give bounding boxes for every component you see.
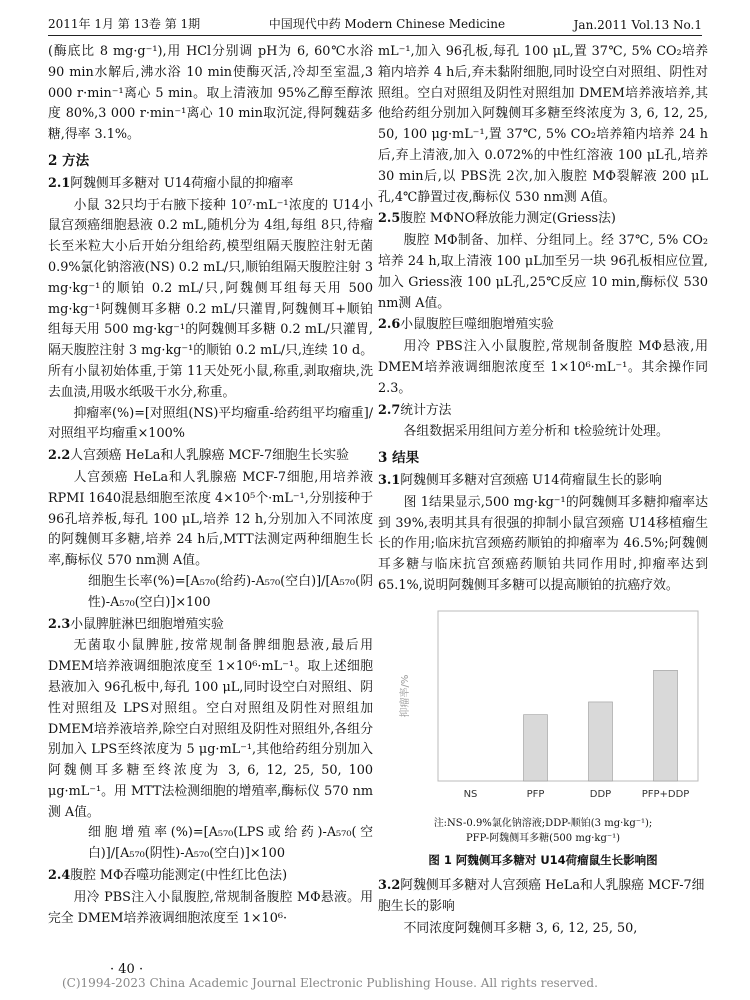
paragraph-2-7: 各组数据采用组间方差分析和 t检验统计处理。 <box>403 424 669 440</box>
subsection-3-2 <box>378 876 708 918</box>
left-column <box>48 42 373 929</box>
x-tick-label: PFP <box>526 788 545 800</box>
subsection-title: 阿魏侧耳多糖对宫颈癌 U14荷瘤鼠生长的影响 <box>400 472 662 488</box>
subsection-title: 小鼠腹腔巨噬细胞增殖实验 <box>400 317 554 333</box>
subsection-label: 3.2 <box>378 878 401 894</box>
paragraph-3-1: 图 1结果显示,500 mg·kg⁻¹的阿魏侧耳多糖抑瘤率达到 39%,表明其具有很强的抑制小鼠宫颈癌 U14移植瘤生长的作用;临床抗宫颈癌药顺铂的抑瘤率为 46.5%;阿魏侧耳多糖与临床抗宫颈癌药顺铂共同作用时,抑瘤率达到 65.1%,说明阿魏侧耳多糖可以提高顺铂的抗癌疗效。 <box>378 494 708 593</box>
subsection-2-6 <box>378 315 708 336</box>
figure-caption: 图 1 阿魏侧耳多糖对 U14荷瘤鼠生长影响图 <box>428 852 658 867</box>
bar-chart <box>378 603 708 808</box>
subsection-title: 人宫颈癌 HeLa和人乳腺癌 MCF-7细胞生长实验 <box>70 448 349 464</box>
paragraph-2-4: 用冷 PBS注入小鼠腹腔,常规制备腹腔 MΦ悬液。用完全 DMEM培养液调细胞浓度至 1×10⁶· <box>48 889 373 926</box>
right-column <box>378 42 708 940</box>
copyright-notice: (C)1994-2023 China Academic Journal Electronic Publishing House. All rights reserved. <box>62 976 598 990</box>
formula-growth-rate: 细胞生长率(%)=[A₅₇₀(给药)-A₅₇₀(空白)]/[A₅₇₀(阴性)-A₅₇₀(空白)]×100 <box>88 573 373 610</box>
subsection-3-1 <box>378 471 708 492</box>
header-journal: 中国现代中药 Modern Chinese Medicine <box>268 17 506 31</box>
subsection-label: 2.1 <box>48 175 71 191</box>
subsection-label: 2.6 <box>378 317 401 333</box>
paragraph-3-2: 不同浓度阿魏侧耳多糖 3, 6, 12, 25, 50, <box>403 920 638 936</box>
subsection-2-4 <box>48 866 373 887</box>
paragraph-2-6: 用冷 PBS注入小鼠腹腔,常规制备腹腔 MΦ悬液,用 DMEM培养液调细胞浓度至 1×10⁶·mL⁻¹。其余操作同 2.3。 <box>378 339 708 396</box>
subsection-label: 2.2 <box>48 448 71 464</box>
paragraph-2-1: 小鼠 32只均于右腋下接种 10⁷·mL⁻¹浓度的 U14小鼠宫颈癌细胞悬液 0.2 mL,随机分为 4组,每组 8只,待瘤长至米粒大小后开始分组给药,模型组隔天腹腔注射无菌 0.9%氯化钠溶液(NS) 0.2 mL/只,顺铂组隔天腹腔注射 3 mg·kg⁻¹的顺铂 0.2 mL/只,阿魏侧耳组每天用 500 mg·kg⁻¹阿魏侧耳多糖 0.2 mL/只灌胃,阿魏侧耳+顺铂组每天用 500 mg·kg⁻¹的阿魏侧耳多糖 0.2 mL/只灌胃,隔天腹腔注射 3 mg·kg⁻¹的顺铂 0.2 mL/只,连续 10 d。所有小鼠初始体重,于第 11天处死小鼠,称重,剥取瘤块,洗去血渍,用吸水纸吸干水分,称重。 <box>48 197 373 400</box>
subsection-title: 小鼠脾脏淋巴细胞增殖实验 <box>70 616 224 632</box>
subsection-label: 3.1 <box>378 472 401 488</box>
subsection-title: 阿魏侧耳多糖对 U14荷瘤小鼠的抑瘤率 <box>70 175 294 191</box>
bar-pfp <box>524 714 548 780</box>
subsection-title: 腹腔 MΦ吞噬功能测定(中性红比色法) <box>70 868 288 884</box>
subsection-label: 2.5 <box>378 211 401 227</box>
subsection-label: 2.7 <box>378 402 401 418</box>
y-axis-label: 抑瘤率/% <box>400 674 411 718</box>
subsection-title: 腹腔 MΦNO释放能力测定(Griess法) <box>400 211 616 227</box>
subsection-title: 统计方法 <box>400 402 452 418</box>
figure-note-2: PFP-阿魏侧耳多糖(500 mg·kg⁻¹) <box>465 832 621 844</box>
paragraph-2-1-formula: 抑瘤率(%)=[对照组(NS)平均瘤重-给药组平均瘤重]/对照组平均瘤重×100% <box>48 405 373 442</box>
formula-proliferation-rate: 细胞增殖率(%)=[A₅₇₀(LPS或给药)-A₅₇₀(空白)]/[A₅₇₀(阴性)-A₅₇₀(空白)]×100 <box>88 825 373 862</box>
bar-pfpddp <box>654 670 678 781</box>
x-tick-label: DDP <box>589 788 612 800</box>
header-issue: 2011年 1月 第 13卷 第 1期 <box>48 17 201 31</box>
subsection-label: 2.4 <box>48 868 71 884</box>
x-tick-label: PFP+DDP <box>641 788 690 800</box>
bar-ddp <box>589 702 613 781</box>
page-number: · 40 · <box>110 962 144 977</box>
section-heading-methods: 2 方法 <box>48 152 90 169</box>
paragraph-2-5: 腹腔 MΦ制备、加样、分组同上。经 37℃, 5% CO₂培养 24 h,取上清液 100 μL加至另一块 96孔板相应位置,加入 Griess液 100 μL孔,25℃反应 10 min,酶标仪 530 nm测 A值。 <box>378 233 708 311</box>
subsection-2-1 <box>48 174 373 195</box>
running-header <box>48 12 702 36</box>
subsection-2-3 <box>48 615 373 636</box>
subsection-label: 2.3 <box>48 616 71 632</box>
intro-paragraph: (酶底比 8 mg·g⁻¹),用 HCl分别调 pH为 6, 60℃水浴 90 min水解后,沸水浴 10 min使酶灭活,冷却至室温,3 000 r·min⁻¹离心 5 min。取上清液加 95%乙醇至醇浓度 80%,3 000 r·min⁻¹离心 10 min取沉淀,得阿魏菇多糖,得率 3.1%。 <box>48 44 373 143</box>
figure-1-chart <box>378 603 708 816</box>
paragraph-2-2: 人宫颈癌 HeLa和人乳腺癌 MCF-7细胞,用培养液 RPMI 1640混悬细胞至浓度 4×10⁵个·mL⁻¹,分别接种于 96孔培养板,每孔 100 μL,培养 12 h,分别加入不同浓度的阿魏侧耳多糖,培养 24 h后,MTT法测定两种细胞生长率,酶标仪 570 nm测 A值。 <box>48 469 373 569</box>
subsection-2-2 <box>48 446 373 467</box>
paragraph-2-3: 无菌取小鼠脾脏,按常规制备脾细胞悬液,最后用 DMEM培养液调细胞浓度至 1×10⁶·mL⁻¹。取上述细胞悬液加入 96孔板中,每孔 100 μL,同时设空白对照组、阴性对照组及 LPS对照组。空白对照组及阴性对照组加 DMEM培养液培养,除空白对照组及阴性对照组外,各组分别加入 LPS至终浓度为 5 μg·mL⁻¹,其他给药组分别加入阿魏侧耳多糖至终浓度为 3, 6, 12, 25, 50, 100 μg·mL⁻¹。用 MTT法检测细胞的增殖率,酶标仪 570 nm测 A值。 <box>48 638 373 820</box>
subsection-2-7 <box>378 401 708 422</box>
paragraph-2-4-continued: mL⁻¹,加入 96孔板,每孔 100 μL,置 37℃, 5% CO₂培养箱内培养 4 h后,弃未黏附细胞,同时设空白对照组、阴性对照组。空白对照组及阴性对照组加 DMEM培养液培养,其他给药组分别加入阿魏侧耳多糖至终浓度为 3, 6, 12, 25, 50, 100 μg·mL⁻¹,置 37℃, 5% CO₂培养箱内培养 24 h后,弃上清液,加入 0.072%的中性红溶液 100 μL孔,培养 30 min后,以 PBS洗 2次,加入腹腔 MΦ裂解液 200 μL孔,4℃静置过夜,酶标仪 530 nm测 A值。 <box>378 44 708 205</box>
x-tick-label: NS <box>463 788 478 800</box>
section-heading-results: 3 结果 <box>378 450 420 467</box>
subsection-2-5 <box>378 209 708 230</box>
subsection-title: 阿魏侧耳多糖对人宫颈癌 HeLa和人乳腺癌 MCF-7细胞生长的影响 <box>378 878 705 915</box>
figure-note-1: 注:NS-0.9%氯化钠溶液;DDP-顺铂(3 mg·kg⁻¹); <box>433 817 653 829</box>
header-date: Jan.2011 Vol.13 No.1 <box>573 18 702 32</box>
